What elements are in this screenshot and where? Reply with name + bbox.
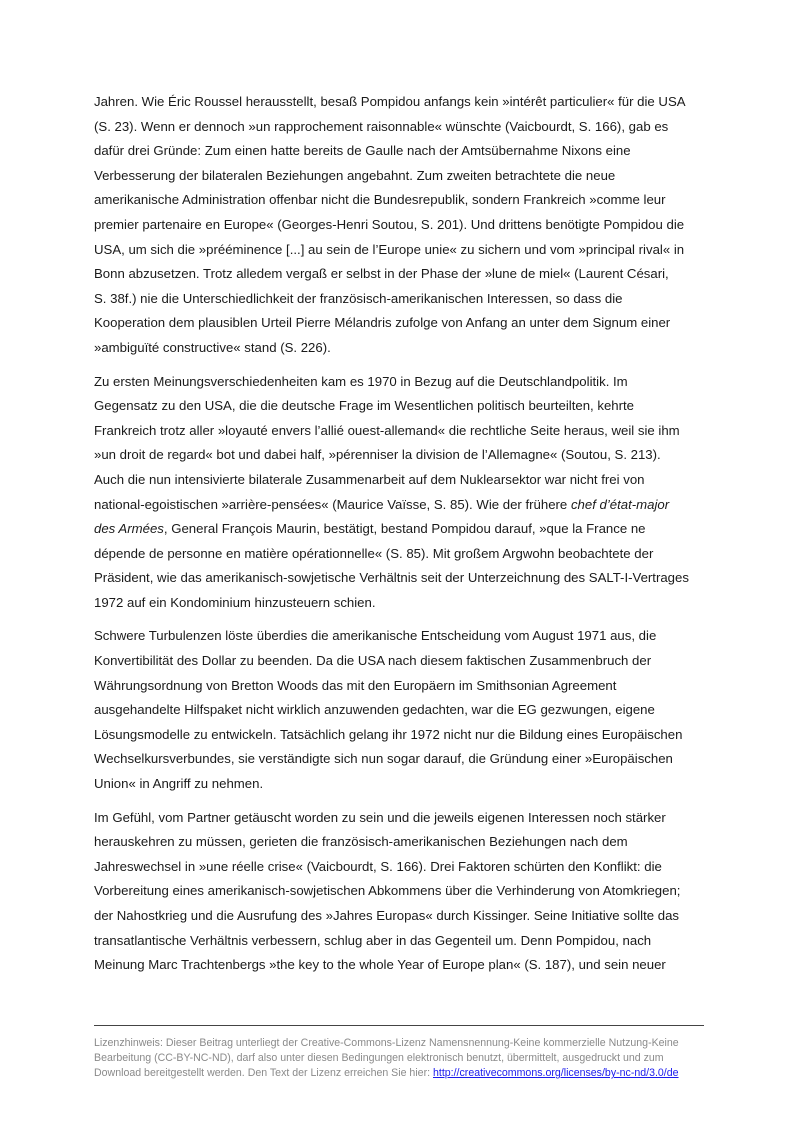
paragraph-2 [94,370,712,616]
text-line: Im Gefühl, vom Partner getäuscht worden zu sein und die jeweils eigenen Interessen noch stärker [94,809,666,825]
text-line: (S. 23). Wenn er dennoch »un rapprochement raisonnable« wünschte (Vaicbourdt, S. 166), gab es [94,118,669,134]
license-text-line: Lizenzhinweis: Dieser Beitrag unterliegt der Creative-Commons-Lizenz Namensnennung-Keine kommerzielle Nutzung-Keine [94,1037,679,1049]
text-line: der Nahostkrieg und die Ausrufung des »Jahres Europas« durch Kissinger. Seine Initiative sollte das [94,908,679,923]
text-line: Zu ersten Meinungsverschiedenheiten kam es 1970 in Bezug auf die Deutschlandpolitik. Im [94,373,628,389]
text-line: Frankreich trotz aller »loyauté envers l’allié ouest-allemand« die rechtliche Seite heraus, weil sie ihm [94,422,680,438]
footer-divider [94,1025,704,1026]
text-line: Union« in Angriff zu nehmen. [94,776,264,792]
text-line: Lösungsmodelle zu entwickeln. Tatsächlich gelang ihr 1972 nicht nur die Bildung eines Europäischen [94,726,683,742]
text-line: »ambiguïté constructive« stand (S. 226). [94,339,331,355]
paragraph-4 [94,806,712,978]
text-line: Wechselkursverbundes, sie verständigte sich nun sogar darauf, die Gründung einer »Europäischen [94,751,673,767]
text-line: dépende de personne en matière opérationnelle« (S. 85). Mit großem Argwohn beobachtete der [94,545,654,561]
text-line: Währungsordnung von Bretton Woods das mit den Europäern im Smithsonian Agreement [94,677,617,693]
text-line: Präsident, wie das amerikanisch-sowjetische Verhältnis seit der Unterzeichnung des SALT-I-Vertrages [94,570,689,586]
text-line [94,517,712,542]
paragraph-1 [94,90,712,361]
text-line: Jahreswechsel in »une réelle crise« (Vaicbourdt, S. 166). Drei Faktoren schürten den Konflikt: die [94,858,662,874]
license-link[interactable]: http://creativecommons.org/licenses/by-nc-nd/3.0/de [433,1067,679,1079]
document-body [94,90,712,987]
text-line: Vorbereitung eines amerikanisch-sowjetischen Abkommens über die Verhinderung von Atomkriegen; [94,883,681,899]
text-line: dafür drei Gründe: Zum einen hatte bereits de Gaulle nach der Amtsübernahme Nixons eine [94,143,631,159]
text-line: Konvertibilität des Dollar zu beenden. Da die USA nach diesem faktischen Zusammenbruch der [94,653,652,669]
text-segment: , General François Maurin, bestätigt, bestand Pompidou darauf, »que la France ne [163,521,646,537]
text-line: »un droit de regard« bot und dabei half, »pérenniser la division de l’Allemagne« (Soutou, S. 213). [94,447,661,463]
license-text-line [94,1066,714,1081]
text-line: Gegensatz zu den USA, die die deutsche Frage im Wesentlichen politisch beurteilten, kehrte [94,398,635,414]
text-segment: national-egoistischen »arrière-pensées« (Maurice Vaïsse, S. 85). Wie der frühere [94,496,571,512]
text-line: 1972 auf ein Kondominium hinzusteuern schien. [94,594,376,610]
text-line: Jahren. Wie Éric Roussel herausstellt, besaß Pompidou anfangs kein »intérêt particulier« für die USA [94,94,686,109]
text-line: Verbesserung der bilateralen Beziehungen angebahnt. Zum zweiten betrachtete die neue [94,167,616,183]
license-text-segment: Download bereitgestellt werden. Den Text der Lizenz erreichen Sie hier: [94,1067,433,1079]
license-text-line: Bearbeitung (CC-BY-NC-ND), darf also unter diesen Bedingungen elektronisch benutzt, übermittelt, ausgedruckt und zum [94,1052,664,1064]
text-line: Meinung Marc Trachtenbergs »the key to the whole Year of Europe plan« (S. 187), und sein neuer [94,957,666,973]
text-line: amerikanische Administration offenbar nicht die Bundesrepublik, sondern Frankreich »comme leur [94,192,666,208]
text-line: S. 38f.) nie die Unterschiedlichkeit der französisch-amerikanischen Interessen, so dass die [94,290,623,306]
text-line: premier partenaire en Europe« (Georges-Henri Soutou, S. 201). Und drittens benötigte Pompidou die [94,216,685,232]
text-line: USA, um sich die »prééminence [...] au sein de l’Europe unie« zu sichern und vom »principal rival« in [94,241,685,257]
text-line: Bonn abzusetzen. Trotz alledem vergaß er selbst in der Phase der »lune de miel« (Laurent Césari, [94,266,669,282]
text-line: ausgehandelte Hilfspaket nicht wirklich anzuwenden gedachten, war die EG gezwungen, eigene [94,702,655,718]
text-line: Kooperation dem plausiblen Urteil Pierre Mélandris zufolge von Anfang an unter dem Signum einer [94,315,671,331]
paragraph-3 [94,624,712,796]
text-line: Auch die nun intensivierte bilaterale Zusammenarbeit auf dem Nuklearsektor war nicht frei von [94,471,645,487]
text-line [94,493,712,518]
license-footer [94,1036,714,1081]
italic-term: des Armées [94,521,164,537]
text-line: Schwere Turbulenzen löste überdies die amerikanische Entscheidung vom August 1971 aus, die [94,628,657,644]
italic-term: chef d’état-major [570,496,670,512]
text-line: transatlantische Verhältnis verbessern, schlug aber in das Gegenteil um. Denn Pompidou, nach [94,932,652,948]
text-line: herauskehren zu müssen, gerieten die französisch-amerikanischen Beziehungen nach dem [94,834,628,850]
